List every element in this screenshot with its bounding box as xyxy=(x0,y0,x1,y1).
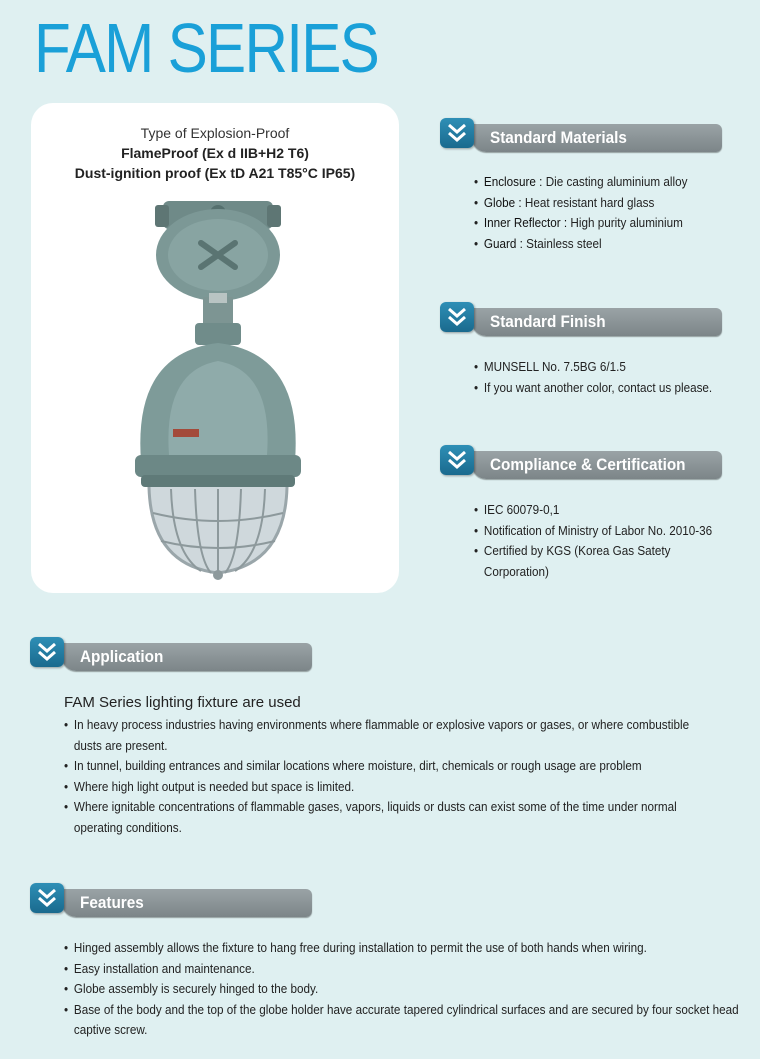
section-title: Standard Finish xyxy=(490,312,606,331)
chevron-down-icon xyxy=(440,118,474,148)
list-item: • Base of the body and the top of the globe holder have accurate tapered cylindrical surfaces and are secured by four socket head captive screw. xyxy=(64,1000,748,1041)
list-item: • Guard : Stainless steel xyxy=(474,234,735,255)
chevron-down-icon xyxy=(440,445,474,475)
product-card xyxy=(31,103,399,593)
section-title: Application xyxy=(80,647,164,666)
standard-materials-header xyxy=(440,118,722,150)
standard-finish-list xyxy=(474,357,735,398)
page-title: FAM SERIES xyxy=(34,9,379,87)
list-item: • Easy installation and maintenance. xyxy=(64,959,748,980)
list-item: • MUNSELL No. 7.5BG 6/1.5 xyxy=(474,357,735,378)
dust-ignition-rating: Dust-ignition proof (Ex tD A21 T85°C IP65) xyxy=(74,165,356,181)
standard-finish-header xyxy=(440,302,722,334)
list-item: • Where high light output is needed but space is limited. xyxy=(64,777,717,798)
standard-materials-list xyxy=(474,172,735,254)
features-list xyxy=(64,938,748,1041)
list-item: • Globe : Heat resistant hard glass xyxy=(474,193,735,214)
list-item: • In heavy process industries having environments where flammable or explosive vapors or gases, or where combustible dusts are present. xyxy=(64,715,717,756)
list-item: • In tunnel, building entrances and similar locations where moisture, dirt, chemicals or rough usage are problem xyxy=(64,756,717,777)
chevron-down-icon xyxy=(440,302,474,332)
chevron-down-icon xyxy=(30,883,64,913)
features-header xyxy=(30,883,312,915)
list-item: • Hinged assembly allows the fixture to hang free during installation to permit the use of both hands when wiring. xyxy=(64,938,748,959)
section-title: Standard Materials xyxy=(490,128,627,147)
application-list xyxy=(64,715,717,838)
list-item: • Inner Reflector : High purity aluminium xyxy=(474,213,735,234)
list-item: • Where ignitable concentrations of flammable gases, vapors, liquids or dusts can exist some of the time under normal operating conditions. xyxy=(64,797,717,838)
chevron-down-icon xyxy=(30,637,64,667)
compliance-header xyxy=(440,445,722,477)
type-label: Type of Explosion-Proof xyxy=(140,125,290,141)
list-item: • Certified by KGS (Korea Gas Satety Corporation) xyxy=(474,541,735,582)
section-title: Compliance & Certification xyxy=(490,455,686,474)
list-item: • If you want another color, contact us please. xyxy=(474,378,735,399)
list-item: • Enclosure : Die casting aluminium alloy xyxy=(474,172,735,193)
application-lead: FAM Series lighting fixture are used xyxy=(64,694,301,711)
compliance-list xyxy=(474,500,735,582)
flameproof-rating: FlameProof (Ex d IIB+H2 T6) xyxy=(121,145,309,161)
section-title: Features xyxy=(80,893,144,912)
list-item: • Notification of Ministry of Labor No. 2010-36 xyxy=(474,521,735,542)
lamp-fixture-image xyxy=(111,193,321,583)
list-item: • Globe assembly is securely hinged to the body. xyxy=(64,979,748,1000)
explosion-proof-type xyxy=(31,123,399,183)
application-header xyxy=(30,637,312,669)
list-item: • IEC 60079-0,1 xyxy=(474,500,735,521)
